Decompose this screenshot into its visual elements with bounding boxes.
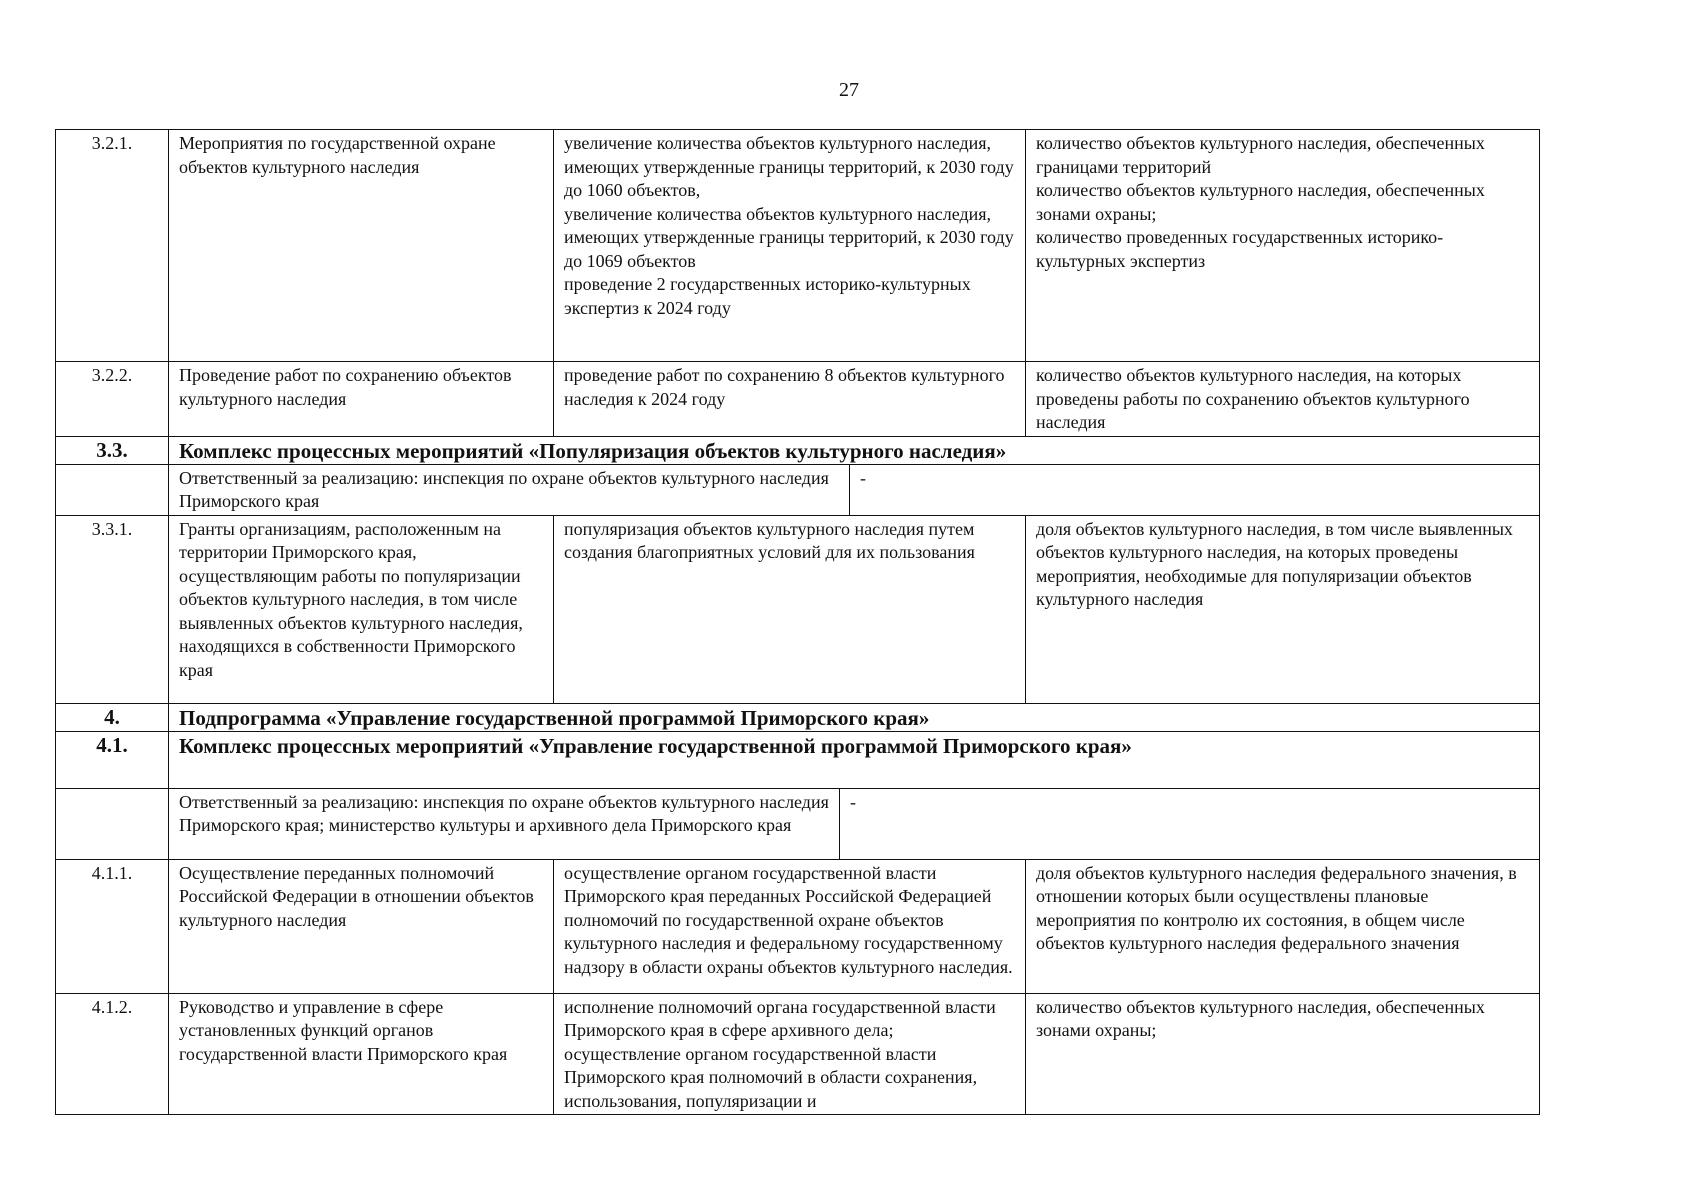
table-row bbox=[56, 859, 1540, 993]
measure-indicator: количество объектов культурного наследия, обеспеченных границами территорий количество объектов культурного наследия, обеспеченных зонами охраны; количество проведенных государственных историко-культурных экспертиз bbox=[1026, 130, 1540, 362]
measure-result: исполнение полномочий органа государственной власти Приморского края в сфере архивного дела; осуществление органом государственной власти Приморского края полномочий в области сохранения, использования, популяризации и bbox=[554, 993, 1026, 1115]
responsible-cell bbox=[169, 464, 1540, 515]
section-heading-row bbox=[56, 436, 1540, 464]
section-heading-row bbox=[56, 731, 1540, 788]
responsible-value: - bbox=[849, 465, 876, 515]
section-heading: Подпрограмма «Управление государственной программой Приморского края» bbox=[169, 703, 1540, 731]
section-heading: Комплекс процессных мероприятий «Управление государственной программой Приморского края» bbox=[169, 731, 1540, 788]
responsible-row bbox=[56, 788, 1540, 859]
measures-table bbox=[55, 129, 1540, 1115]
row-number: 4.1.1. bbox=[56, 859, 169, 993]
empty-cell bbox=[56, 788, 169, 859]
measure-name: Осуществление переданных полномочий Российской Федерации в отношении объектов культурного наследия bbox=[169, 859, 554, 993]
responsible-cell bbox=[169, 788, 1540, 859]
table-row bbox=[56, 362, 1540, 437]
responsible-text: Ответственный за реализацию: инспекция по охране объектов культурного наследия Приморского края bbox=[179, 467, 829, 511]
measure-result: увеличение количества объектов культурного наследия, имеющих утвержденные границы территорий, к 2030 году до 1060 объектов, увеличение количества объектов культурного наследия, имеющих утвержденные границы территорий, к 2030 году до 1069 объектов проведение 2 государственных историко-культурных экспертиз к 2024 году bbox=[554, 130, 1026, 362]
page-number: 27 bbox=[839, 79, 859, 101]
row-number: 4.1.2. bbox=[56, 993, 169, 1115]
measure-name: Гранты организациям, расположенным на территории Приморского края, осуществляющим работы по популяризации объектов культурного наследия, в том числе выявленных объектов культурного наследия, находящихся в собственности Приморского края bbox=[169, 515, 554, 703]
table-row bbox=[56, 515, 1540, 703]
measure-indicator: количество объектов культурного наследия, обеспеченных зонами охраны; bbox=[1026, 993, 1540, 1115]
row-number: 3.2.2. bbox=[56, 362, 169, 437]
measure-result: популяризация объектов культурного наследия путем создания благоприятных условий для их пользования bbox=[554, 515, 1026, 703]
row-number: 3.3.1. bbox=[56, 515, 169, 703]
section-number: 3.3. bbox=[56, 436, 169, 464]
measure-name: Проведение работ по сохранению объектов культурного наследия bbox=[169, 362, 554, 437]
section-number: 4. bbox=[56, 703, 169, 731]
responsible-row bbox=[56, 464, 1540, 515]
empty-cell bbox=[56, 464, 169, 515]
measure-indicator: количество объектов культурного наследия, на которых проведены работы по сохранению объектов культурного наследия bbox=[1026, 362, 1540, 437]
measure-name: Мероприятия по государственной охране объектов культурного наследия bbox=[169, 130, 554, 362]
measure-indicator: доля объектов культурного наследия федерального значения, в отношении которых были осуществлены плановые мероприятия по контролю их состояния, в общем числе объектов культурного наследия федерального значения bbox=[1026, 859, 1540, 993]
measure-indicator: доля объектов культурного наследия, в том числе выявленных объектов культурного наследия, на которых проведены мероприятия, необходимые для популяризации объектов культурного наследия bbox=[1026, 515, 1540, 703]
measure-result: проведение работ по сохранению 8 объектов культурного наследия к 2024 году bbox=[554, 362, 1026, 437]
table-row bbox=[56, 130, 1540, 362]
section-number: 4.1. bbox=[56, 731, 169, 788]
responsible-text: Ответственный за реализацию: инспекция по охране объектов культурного наследия Приморского края; министерство культуры и архивного дела Приморского края bbox=[179, 791, 829, 835]
section-heading-row bbox=[56, 703, 1540, 731]
measure-name: Руководство и управление в сфере установленных функций органов государственной власти Приморского края bbox=[169, 993, 554, 1115]
table-row bbox=[56, 993, 1540, 1115]
section-heading: Комплекс процессных мероприятий «Популяризация объектов культурного наследия» bbox=[169, 436, 1540, 464]
row-number: 3.2.1. bbox=[56, 130, 169, 362]
responsible-value: - bbox=[839, 789, 866, 859]
measure-result: осуществление органом государственной власти Приморского края переданных Российской Федерацией полномочий по государственной охране объектов культурного наследия и федеральному государственному надзору в области охраны объектов культурного наследия. bbox=[554, 859, 1026, 993]
